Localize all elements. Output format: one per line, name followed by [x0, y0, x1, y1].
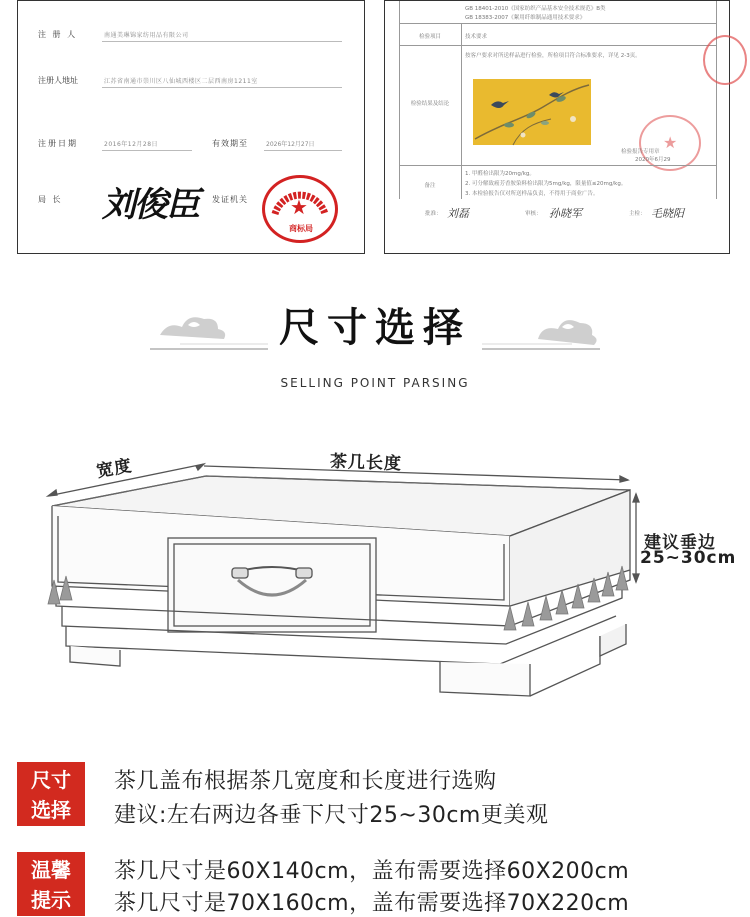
tassel: [522, 602, 534, 626]
stamp-note: 检验报告专用章: [621, 149, 660, 155]
stamp-star-icon: ★: [663, 133, 678, 152]
corner-red-stamp: [703, 35, 747, 85]
address-label: 注册人地址: [38, 76, 78, 85]
remark-2: 2. 可分解致癌芳香胺染料检出限为5mg/kg，限量值≤20mg/kg。: [465, 181, 627, 187]
drop-label: 建议垂边: [644, 533, 716, 553]
warm-tip-badge: [17, 852, 85, 916]
badge-line1: 尺寸: [31, 768, 71, 792]
inspection-report: [384, 0, 730, 254]
tassel: [556, 590, 568, 614]
stamp-date: 2020年6月29: [635, 157, 671, 163]
tassel: [540, 596, 552, 620]
approver-label: 批准：: [425, 211, 442, 217]
trademark-certificate: [17, 0, 365, 254]
issuer-label: 发证机关: [212, 195, 248, 204]
registrant-value: 南通美琳锦家纺用品有限公司: [104, 32, 189, 39]
underline: [102, 150, 192, 151]
address-value: 江苏省南通市崇川区八仙城西楼区二层西南房1211室: [104, 78, 258, 85]
size-choice-badge: [17, 762, 85, 826]
inspect-value: 技术要求: [465, 34, 488, 40]
section-subtitle: SELLING POINT PARSING: [280, 376, 470, 390]
width-label: 宽度: [94, 455, 134, 482]
seal-star-icon: ★: [290, 195, 308, 219]
standard-2: GB 18383-2007《絮用纤维制品通用技术要求》: [465, 15, 586, 21]
remark-label: 备注: [424, 183, 436, 189]
reviewer-signature: 孙晓军: [549, 207, 582, 220]
valid-value: 2026年12月27日: [266, 141, 315, 148]
inspect-label: 检验项目: [418, 34, 441, 40]
reviewer-label: 审核：: [525, 211, 542, 217]
sample-value: 按客户要求对所送样品进行检验，所检项目符合标准要求，详见 2-3页。: [465, 53, 641, 59]
tester-signature: 毛晓阳: [651, 207, 684, 220]
registrant-label: 注 册 人: [38, 30, 78, 39]
remark-3: 3. 本检验报告仅对所送样品负责，不得用于商业广告。: [465, 191, 599, 197]
tip-line: 茶几盖布根据茶几宽度和长度进行选购: [114, 769, 497, 794]
approver-signature: 刘磊: [447, 207, 469, 220]
standard-1: GB 18401-2010《国家纺织产品基本安全技术规范》B类: [465, 6, 606, 12]
valid-label: 有效期至: [212, 139, 248, 148]
length-label: 茶几长度: [329, 451, 403, 475]
table-divider: [399, 23, 717, 24]
section-title: 尺寸选择: [279, 304, 471, 351]
tassel: [504, 606, 516, 630]
fabric-sample-image: [473, 79, 591, 145]
reg-date-value: 2016年12月28日: [104, 141, 159, 148]
seal-bottom-text: 商标局: [289, 224, 313, 233]
table-divider: [399, 45, 717, 46]
remark-1: 1. 甲醛检出限为20mg/kg。: [465, 171, 535, 177]
table-vline: [461, 23, 462, 199]
badge-line2: 提示: [31, 888, 71, 912]
reg-date-label: 注册日期: [38, 139, 78, 148]
director-signature: 刘俊臣: [102, 185, 198, 225]
badge-line2: 选择: [31, 798, 71, 822]
underline: [102, 41, 342, 42]
sample-label: 检验结果及结论: [410, 101, 450, 107]
director-label: 局 长: [38, 195, 63, 204]
table-divider: [399, 165, 717, 166]
tip-line: 茶几尺寸是60X140cm，盖布需要选择60X200cm: [114, 859, 630, 884]
tester-label: 主检：: [629, 211, 646, 217]
underline: [264, 150, 342, 151]
tassel: [572, 584, 584, 608]
tip-line: 建议:左右两边各垂下尺寸25~30cm更美观: [114, 803, 549, 828]
drop-range: 25~30cm: [640, 548, 737, 568]
underline: [102, 87, 342, 88]
bird-branch-pattern-graphic: [473, 79, 591, 145]
tip-line: 茶几尺寸是70X160cm，盖布需要选择70X220cm: [114, 891, 630, 916]
badge-line1: 温馨: [31, 858, 71, 882]
